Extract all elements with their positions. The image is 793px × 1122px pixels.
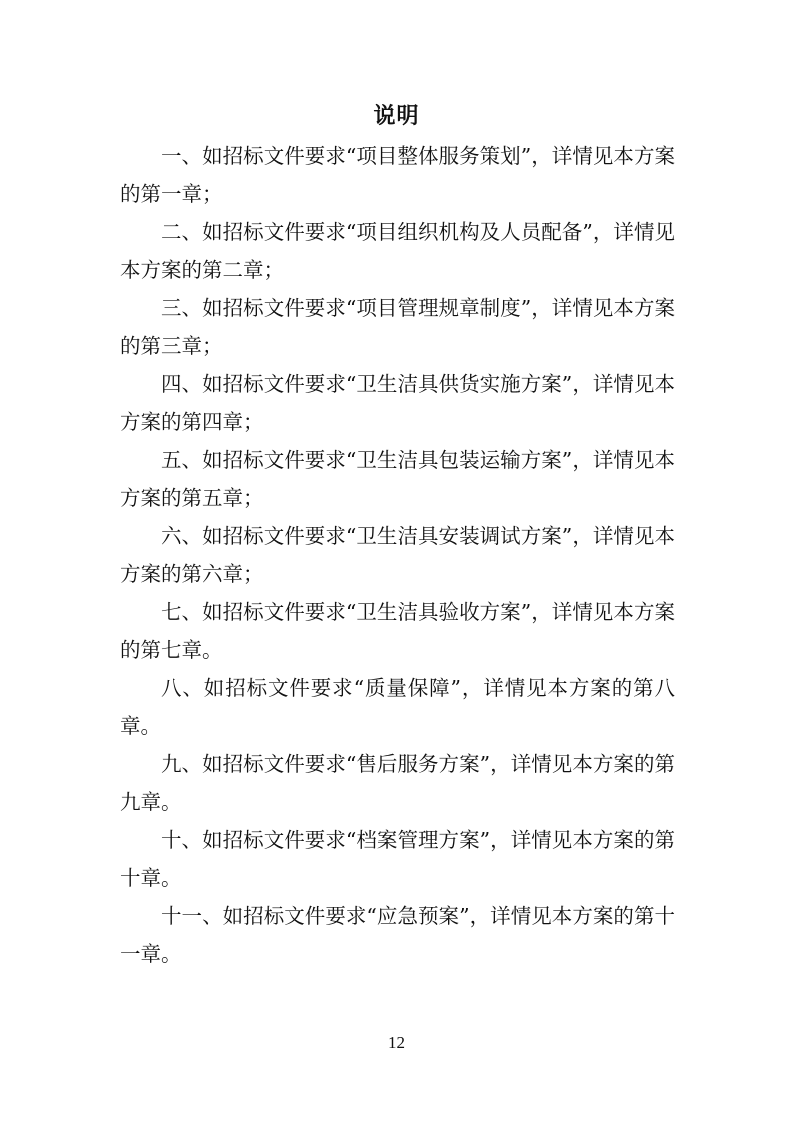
paragraph-2: 二、如招标文件要求“项目组织机构及人员配备”，详情见本方案的第二章； (120, 220, 675, 282)
paragraph-8: 八、如招标文件要求“质量保障”，详情见本方案的第八章。 (120, 676, 675, 738)
paragraph-10: 十、如招标文件要求“档案管理方案”，详情见本方案的第十章。 (120, 828, 675, 890)
document-title: 说明 (373, 104, 420, 129)
paragraph-11: 十一、如招标文件要求“应急预案”，详情见本方案的第十一章。 (120, 904, 675, 966)
paragraph-5: 五、如招标文件要求“卫生洁具包装运输方案”，详情见本方案的第五章； (120, 448, 675, 510)
paragraph-9: 九、如招标文件要求“售后服务方案”，详情见本方案的第九章。 (120, 752, 675, 814)
paragraph-7: 七、如招标文件要求“卫生洁具验收方案”，详情见本方案的第七章。 (120, 600, 675, 662)
paragraph-4: 四、如招标文件要求“卫生洁具供货实施方案”，详情见本方案的第四章； (120, 372, 675, 434)
page-number: 12 (388, 1033, 405, 1052)
paragraph-6: 六、如招标文件要求“卫生洁具安装调试方案”，详情见本方案的第六章； (120, 524, 675, 586)
document-body (120, 137, 675, 973)
paragraph-3: 三、如招标文件要求“项目管理规章制度”，详情见本方案的第三章； (120, 296, 675, 358)
paragraph-1: 一、如招标文件要求“项目整体服务策划”，详情见本方案的第一章； (120, 144, 675, 206)
